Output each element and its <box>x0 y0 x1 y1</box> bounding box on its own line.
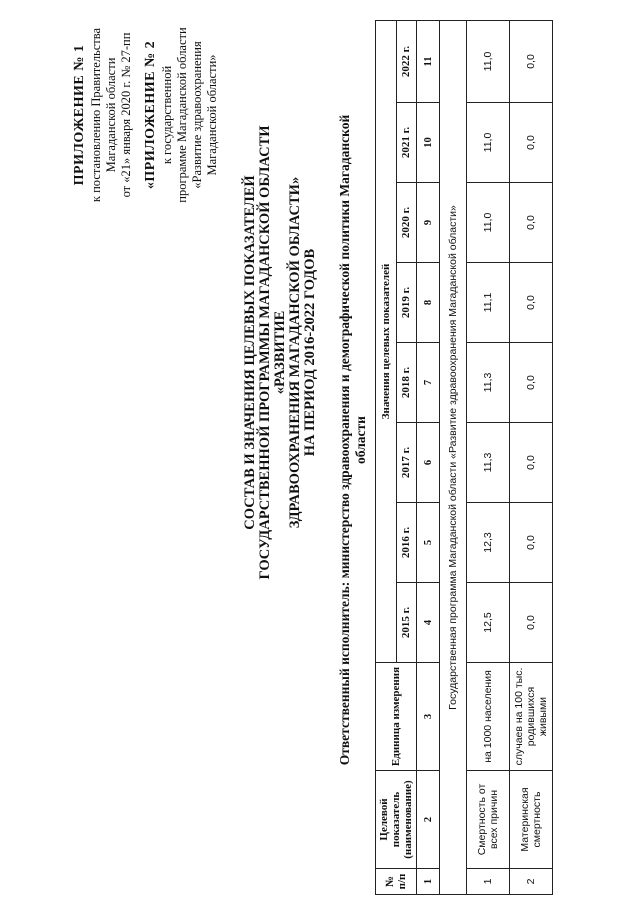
header-unit: Единица измерения <box>376 663 417 771</box>
row-value: 0,0 <box>510 263 553 343</box>
title-line: ЗДРАВООХРАНЕНИЯ МАГАДАНСКОЙ ОБЛАСТИ» <box>287 176 303 529</box>
header-year: 2022 г. <box>396 20 417 102</box>
column-number: 6 <box>417 423 440 503</box>
indicators-table <box>375 20 553 895</box>
column-number: 11 <box>417 20 440 102</box>
title-line: СОСТАВ И ЗНАЧЕНИЯ ЦЕЛЕВЫХ ПОКАЗАТЕЛЕЙ <box>242 175 258 530</box>
appendix-line: Магаданской области <box>104 57 118 173</box>
executor-line: области <box>353 416 368 464</box>
row-value: 0,0 <box>510 103 553 183</box>
executor-line: Ответственный исполнитель: министерство здравоохранения и демографической политики Магаданской <box>337 114 352 766</box>
row-value: 11,0 <box>467 20 510 102</box>
row-num: 2 <box>510 869 553 895</box>
row-value: 11,3 <box>467 343 510 423</box>
header-year: 2018 г. <box>396 343 417 423</box>
title-line: ГОСУДАРСТВЕННОЙ ПРОГРАММЫ МАГАДАНСКОЙ ОБЛАСТИ «РАЗВИТИЕ <box>257 125 288 580</box>
row-value: 0,0 <box>510 503 553 583</box>
header-year: 2019 г. <box>396 263 417 343</box>
table-row <box>510 20 553 894</box>
column-number: 1 <box>417 869 440 895</box>
appendix-line: к постановлению Правительства <box>89 27 103 203</box>
column-number: 10 <box>417 103 440 183</box>
row-value: 11,3 <box>467 423 510 503</box>
section-row <box>440 20 467 894</box>
appendix-line: Магаданской области» <box>205 54 219 176</box>
section-title: Государственная программа Магаданской области «Развитие здравоохранения Магаданской области» <box>440 20 467 894</box>
responsible-executor <box>337 25 369 855</box>
row-indicator: Материнская смертность <box>510 771 553 869</box>
row-value: 11,0 <box>467 103 510 183</box>
row-value: 11,0 <box>467 183 510 263</box>
column-number-row <box>417 20 440 894</box>
appendix-1-title: ПРИЛОЖЕНИЕ № 1 <box>72 44 87 186</box>
row-indicator: Смертность от всех причин <box>467 771 510 869</box>
appendix-date-line: от «21» января 2020 г. № 27-пп <box>119 32 133 198</box>
header-year: 2017 г. <box>396 423 417 503</box>
row-num: 1 <box>467 869 510 895</box>
row-value: 0,0 <box>510 583 553 663</box>
row-value: 0,0 <box>510 183 553 263</box>
header-year: 2020 г. <box>396 183 417 263</box>
row-value: 0,0 <box>510 20 553 102</box>
document-title <box>243 100 318 605</box>
row-value: 0,0 <box>510 423 553 503</box>
column-number: 2 <box>417 771 440 869</box>
appendix-header <box>72 20 220 210</box>
appendix-line: программе Магаданской области <box>175 27 189 203</box>
appendix-line: к государственной <box>160 65 174 165</box>
row-unit: случаев на 100 тыс. родившихся живыми <box>510 663 553 771</box>
row-value: 0,0 <box>510 343 553 423</box>
row-value: 12,3 <box>467 503 510 583</box>
row-value: 11,1 <box>467 263 510 343</box>
header-num: № п/п <box>376 869 417 895</box>
appendix-2-title: «ПРИЛОЖЕНИЕ № 2 <box>143 40 158 190</box>
header-year: 2021 г. <box>396 103 417 183</box>
column-number: 7 <box>417 343 440 423</box>
header-year: 2015 г. <box>396 583 417 663</box>
header-year: 2016 г. <box>396 503 417 583</box>
row-unit: на 1000 населения <box>467 663 510 771</box>
column-number: 4 <box>417 583 440 663</box>
header-indicator: Целевой показатель (наименование) <box>376 771 417 869</box>
column-number: 8 <box>417 263 440 343</box>
column-number: 9 <box>417 183 440 263</box>
column-number: 5 <box>417 503 440 583</box>
row-value: 12,5 <box>467 583 510 663</box>
column-number: 3 <box>417 663 440 771</box>
appendix-line: «Развитие здравоохранения <box>190 41 204 189</box>
header-values: Значения целевых показателей <box>376 20 397 662</box>
table-row <box>467 20 510 894</box>
title-line: НА ПЕРИОД 2016-2022 ГОДОВ <box>302 248 318 457</box>
